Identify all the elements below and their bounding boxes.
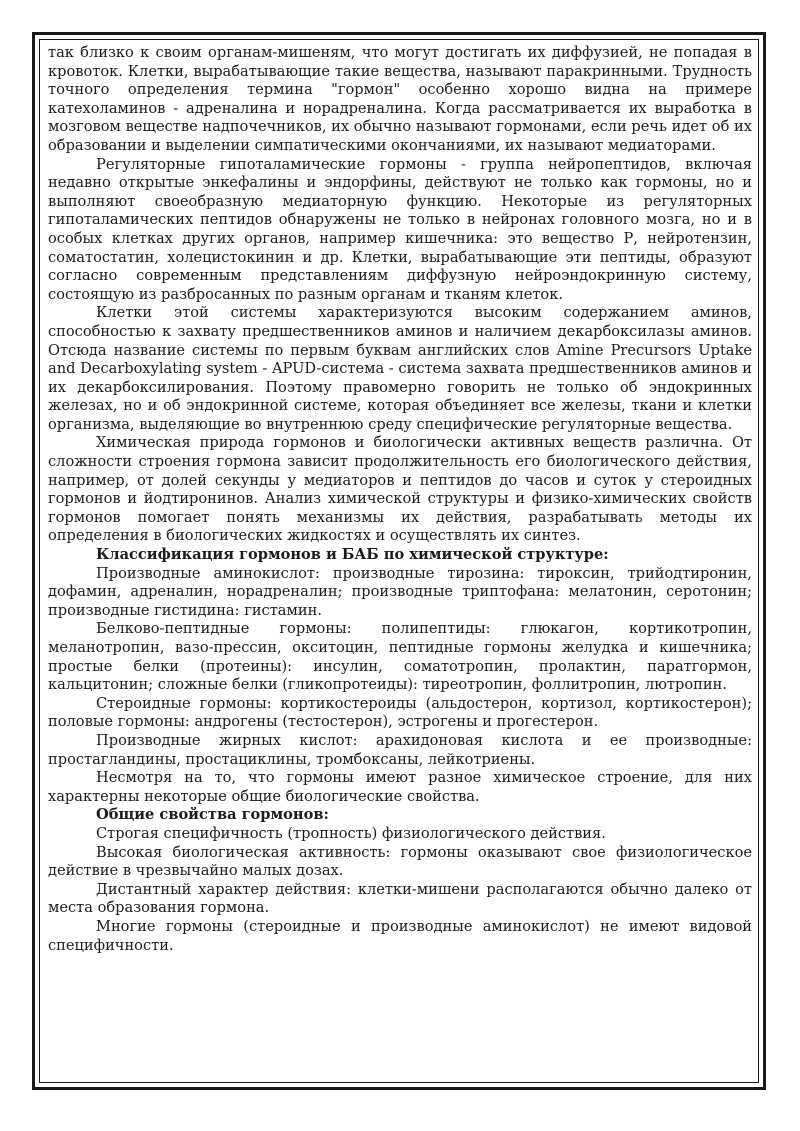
paragraph-amino-acid-derivatives: Производные аминокислот: производные тирозина: тироксин, трийодтиронин, дофамин, адреналин, норадреналин; производные триптофана: мелатонин, серотонин; производные гистидина: гистамин. xyxy=(48,564,752,619)
paragraph-distant-action: Дистантный характер действия: клетки-мишени располагаются обычно далеко от места образования гормона. xyxy=(48,880,752,917)
document-body xyxy=(48,44,752,955)
heading-general-properties: Общие свойства гормонов: xyxy=(96,806,329,824)
paragraph-hypothalamic-hormones: Регуляторные гипоталамические гормоны - группа нейропептидов, включая недавно открытые энкефалины и эндорфины, действуют не только как гормоны, но и выполняют своеобразную медиаторную функцию. Некоторые из регуляторных гипоталамических пептидов обнаружены не только в нейронах головного мозга, но и в особых клетках других органов, например кишечника: это вещество Р, нейротензин, соматостатин, холецистокинин и др. Клетки, вырабатывающие эти пептиды, образуют согласно современным представлениям диффузную нейроэндокринную систему, состоящую из разбросанных по разным органам и тканям клеток. xyxy=(48,155,752,303)
heading-classification: Классификация гормонов и БАБ по химической структуре: xyxy=(96,546,609,564)
paragraph-paracrine: так близко к своим органам-мишеням, что могут достигать их диффузией, не попадая в кровоток. Клетки, вырабатывающие такие вещества, называют паракринными. Трудность точного определения термина "гормон" особенно хорошо видна на примере катехоламинов - адреналина и норадреналина. Когда рассматривается их выработка в мозговом веществе надпочечников, их обычно называют гормонами, если речь идет об их образовании и выделении симпатическими окончаниями, их называют медиаторами. xyxy=(48,44,752,154)
paragraph-protein-peptide-hormones: Белково-пептидные гормоны: полипептиды: глюкагон, кортикотропин, меланотропин, вазо-прессин, окситоцин, пептидные гормоны желудка и кишечника; простые белки (протеины): инсулин, соматотропин, пролактин, паратгормон, кальцитонин; сложные белки (гликопротеиды): тиреотропин, фоллитропин, лютропин. xyxy=(48,620,752,694)
paragraph-specificity: Строгая специфичность (тропность) физиологического действия. xyxy=(96,824,606,842)
paragraph-apud-system: Клетки этой системы характеризуются высоким содержанием аминов, способностью к захвату предшественников аминов и наличием декарбоксилазы аминов. Отсюда название системы по первым буквам английских слов Amine Precursors Uptake and Decarboxylating system - APUD-система - система захвата предшественников аминов и их декарбоксилирования. Поэтому правомерно говорить не только об эндокринных железах, но и об эндокринной системе, которая объединяет все железы, ткани и клетки организма, выделяющие во внутреннюю среду специфические регуляторные вещества. xyxy=(48,304,752,433)
paragraph-high-activity: Высокая биологическая активность: гормоны оказывают свое физиологическое действие в чрезвычайно малых дозах. xyxy=(48,843,752,880)
paragraph-species-specificity: Многие гормоны (стероидные и производные аминокислот) не имеют видовой специфичности. xyxy=(48,917,752,954)
paragraph-fatty-acid-derivatives: Производные жирных кислот: арахидоновая кислота и ее производные: простагландины, простациклины, тромбоксаны, лейкотриены. xyxy=(48,731,752,768)
paragraph-chemical-nature: Химическая природа гормонов и биологически активных веществ различна. От сложности строения гормона зависит продолжительность его биологического действия, например, от долей секунды у медиаторов и пептидов до часов и суток у стероидных гормонов и йодтиронинов. Анализ химической структуры и физико-химических свойств гормонов помогает понять механизмы их действия, разрабатывать методы их определения в биологических жидкостях и осуществлять их синтез. xyxy=(48,434,752,545)
paragraph-steroid-hormones: Стероидные гормоны: кортикостероиды (альдостерон, кортизол, кортикостерон); половые гормоны: андрогены (тестостерон), эстрогены и прогестерон. xyxy=(48,694,752,731)
paragraph-common-properties-intro: Несмотря на то, что гормоны имеют разное химическое строение, для них характерны некоторые общие биологические свойства. xyxy=(48,769,752,805)
